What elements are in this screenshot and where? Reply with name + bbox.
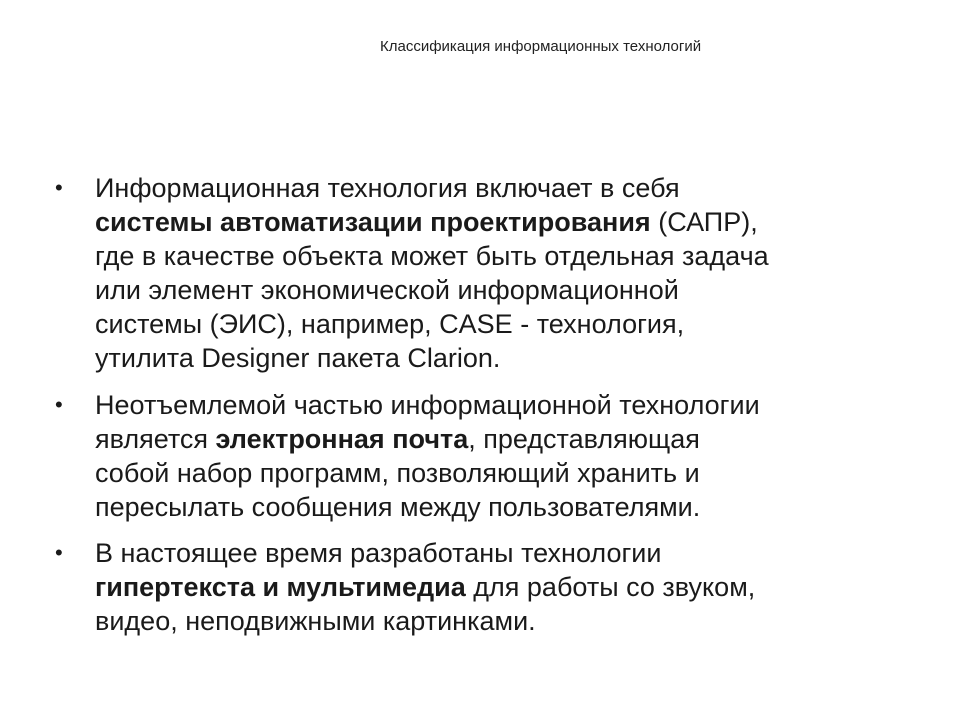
bullet-line [95,273,925,307]
text-run: утилита Designer пакета Clarion. [95,343,501,373]
emphasis-text: электронная почта [215,424,469,454]
text-run: где в качестве объекта может быть отдельная задача [95,241,769,271]
text-run: системы (ЭИС), например, CASE - технология, [95,309,685,339]
text-run: Неотъемлемой частью информационной технологии [95,390,760,420]
text-run: В настоящее время разработаны технологии [95,538,662,568]
bullet-line [95,341,925,375]
bullet-line [95,171,925,205]
text-run: пересылать сообщения между пользователями. [95,492,701,522]
text-run: (САПР), [650,207,758,237]
bullet-line [95,536,925,570]
text-run: или элемент экономической информационной [95,275,679,305]
bullet-line [95,604,925,638]
text-run: , представляющая [468,424,700,454]
emphasis-text: гипертекста и мультимедиа [95,572,466,602]
text-run: для работы со звуком, [465,572,756,602]
bullet-icon: • [55,392,63,417]
bullet-line [95,239,925,273]
bullet-line [95,490,925,524]
bullet-line [95,570,925,604]
bullet-line [95,422,925,456]
bullet-line [95,456,925,490]
text-run: собой набор программ, позволяющий хранить и [95,458,700,488]
bullet-item-multimedia [55,536,925,638]
bullet-icon: • [55,540,63,565]
text-run: видео, неподвижными картинками. [95,606,536,636]
bullet-line [95,205,925,239]
text-run: является [95,424,216,454]
text-run: Информационная технология включает в себя [95,173,680,203]
bullet-icon: • [55,175,63,200]
bullet-line [95,307,925,341]
slide-title: Классификация информационных технологий [380,38,702,55]
bullet-list [55,171,925,651]
emphasis-text: системы автоматизации проектирования [95,207,651,237]
bullet-line [95,388,925,422]
bullet-item-cad [55,171,925,375]
bullet-item-email [55,388,925,524]
